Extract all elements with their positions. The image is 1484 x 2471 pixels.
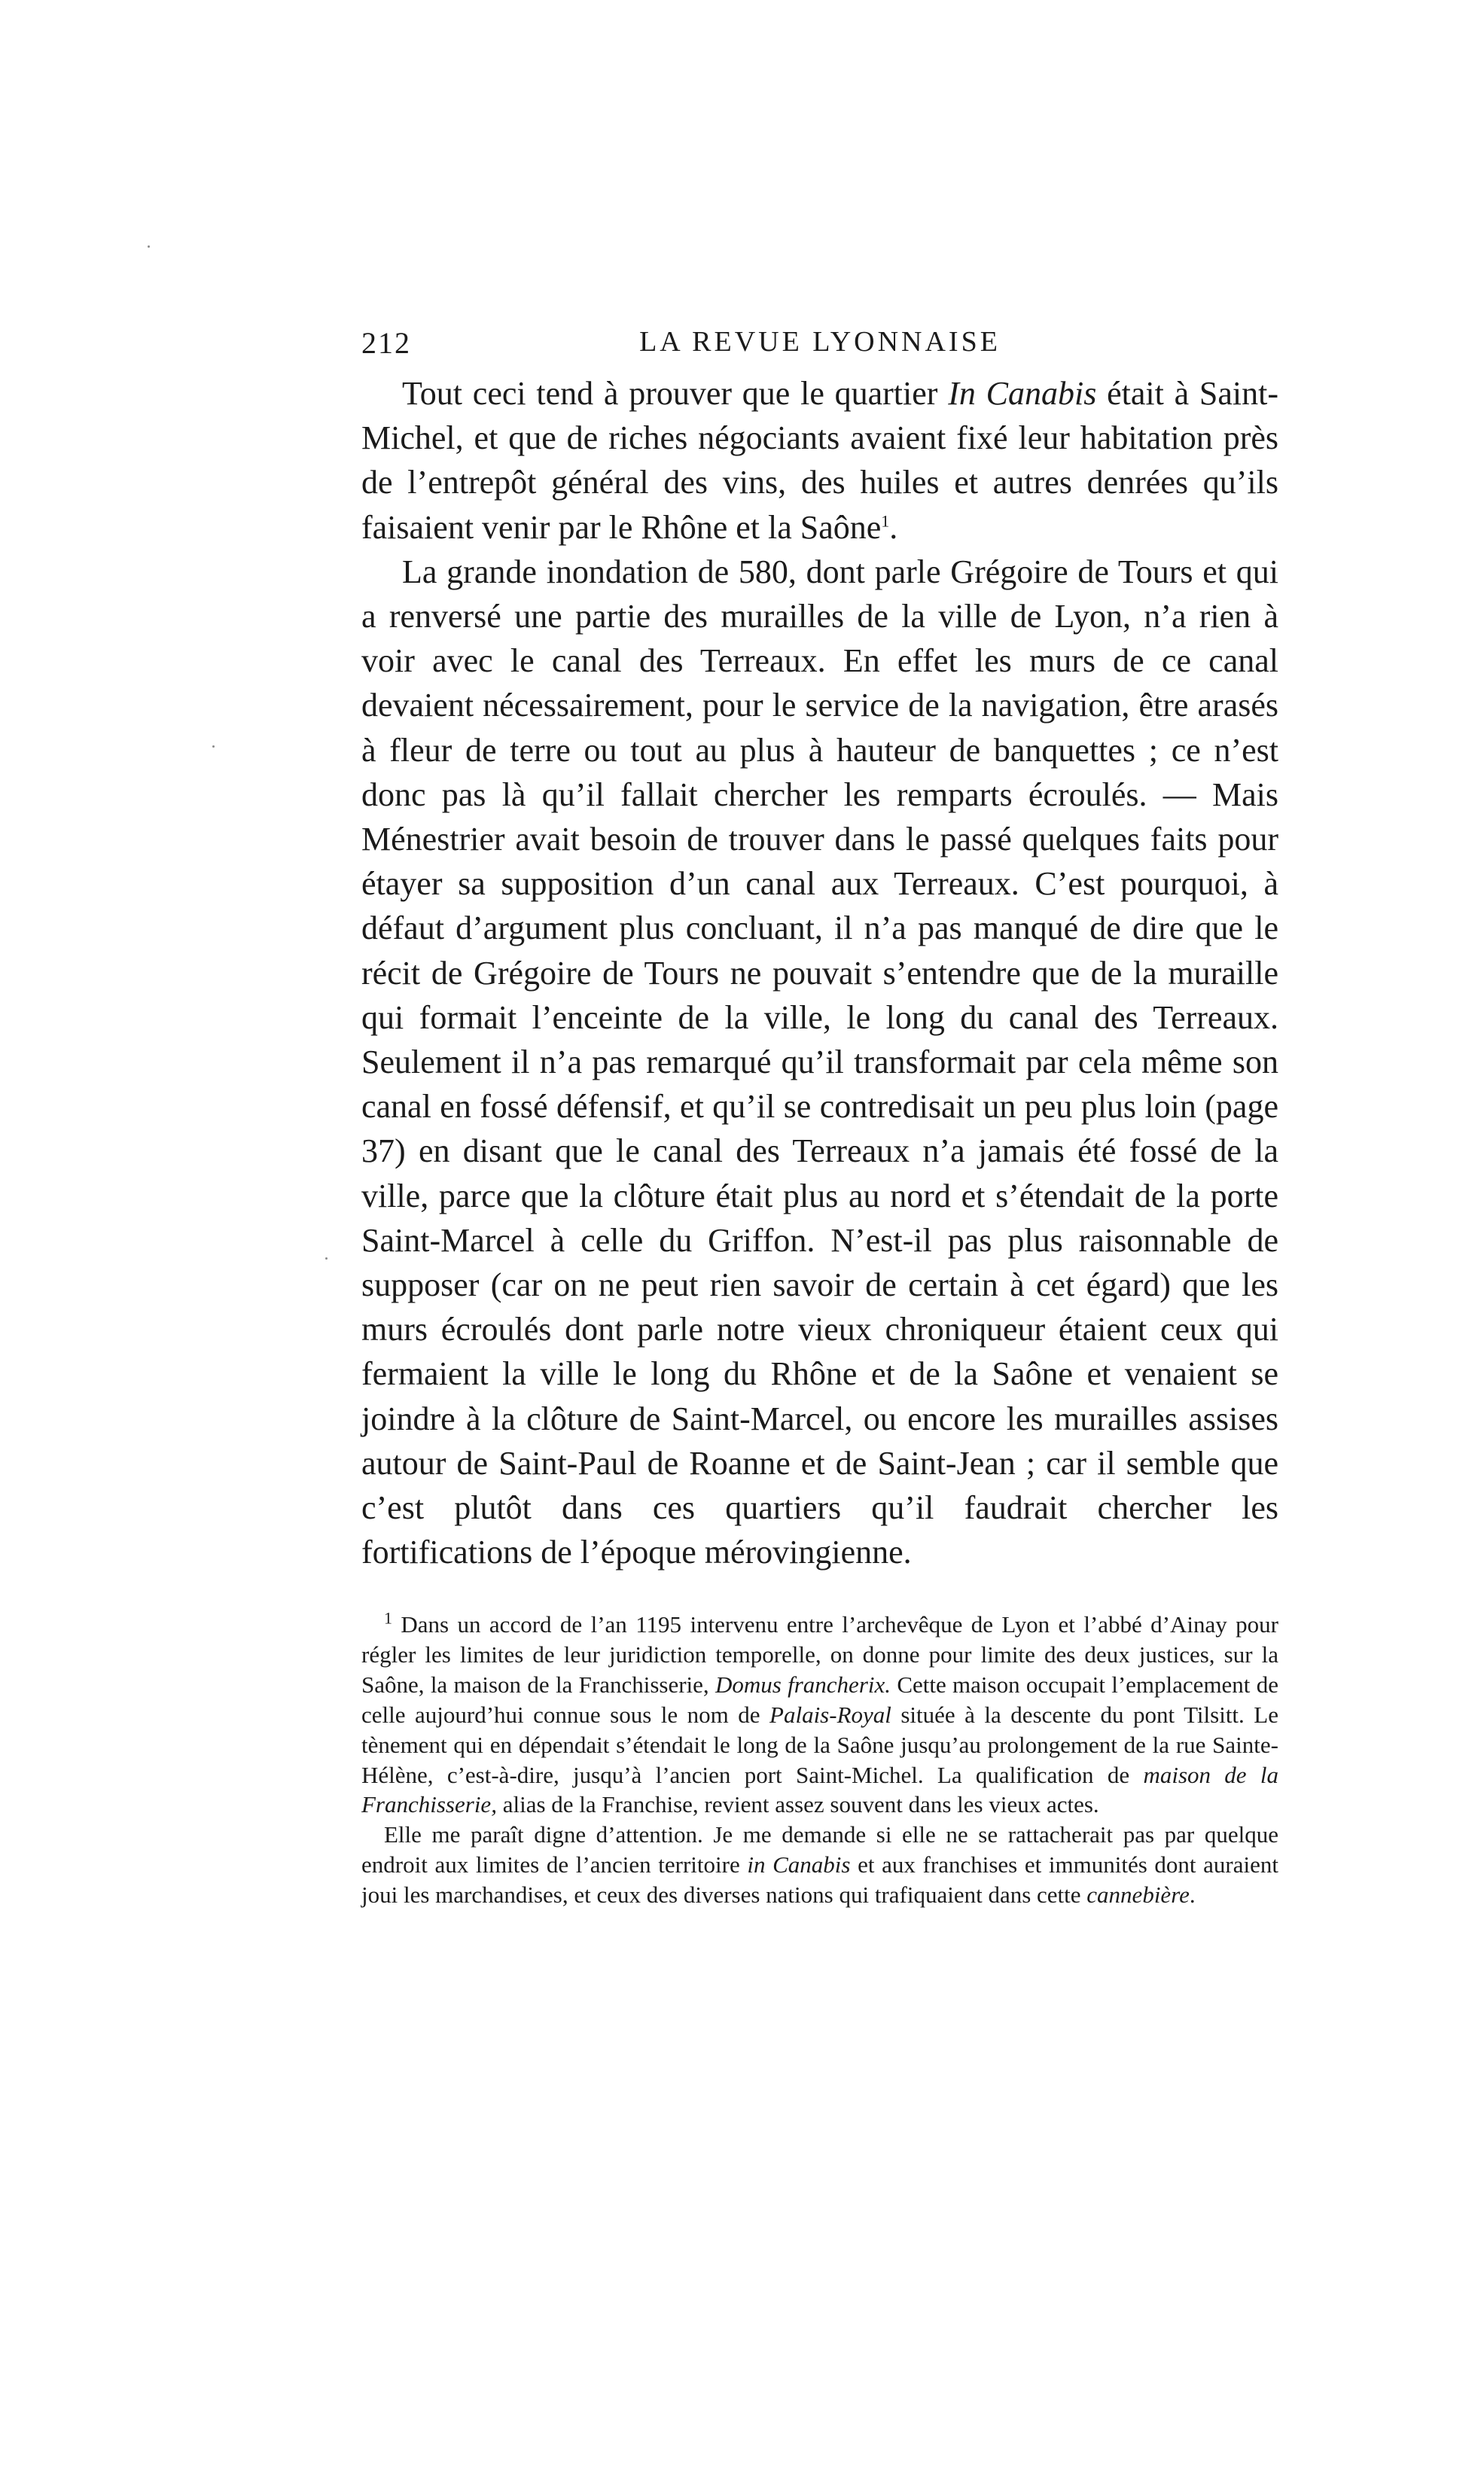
footnote-text: Cette maison occupait l’emplacement de celle aujourd’hui connue sous le nom de <box>361 1671 1278 1728</box>
footnote-text: . <box>1189 1881 1196 1909</box>
paper-speck <box>148 245 150 248</box>
footnote-paragraph <box>361 1820 1278 1910</box>
footnote-text: Dans un accord de l’an 1195 intervenu entre l’archevêque de Lyon et l’abbé d’Ainay pour régler les limites de leur juridiction temporelle, on donne pour limite des deux justices, sur la Saône, la maison de la Franchisserie, <box>361 1611 1278 1698</box>
footnote-marker: 1 <box>384 1608 392 1628</box>
paper-speck <box>325 1257 328 1260</box>
running-title: LA REVUE LYONNAISE <box>639 326 1001 358</box>
footnotes <box>361 1610 1278 1910</box>
italic-text: in Canabis <box>747 1851 851 1878</box>
body-paragraph: La grande inondation de 580, dont parle Grégoire de Tours et qui a renversé une partie des murailles de la ville de Lyon, n’a rien à voir avec le canal des Terreaux. En effet les murs de ce canal devaient nécessairement, pour le service de la navigation, être arasés à fleur de terre ou tout au plus à hauteur de banquettes ; ce n’est donc pas là qu’il fallait chercher les remparts écroulés. — Mais Ménestrier avait besoin de trouver dans le passé quelques faits pour étayer sa supposition d’un canal aux Terreaux. C’est pourquoi, à défaut d’argument plus concluant, il n’a pas manqué de dire que le récit de Grégoire de Tours ne pouvait s’entendre que de la muraille qui formait l’enceinte de la ville, le long du canal des Terreaux. Seulement il n’a pas remarqué qu’il transformait par cela même son canal en fossé défensif, et qu’il se contredisait un peu plus loin (page 37) en disant que le canal des Terreaux n’a jamais été fossé de la ville, parce que la clôture était plus au nord et s’étendait de la porte Saint-Marcel à celle du Griffon. N’est-il pas plus raisonnable de supposer (car on ne peut rien savoir de certain à cet égard) que les murs écroulés dont parle notre vieux chroniqueur étaient ceux qui fermaient la ville le long du Rhône et de la Saône et venaient se joindre à la clôture de Saint-Marcel, ou encore les murailles assises autour de Saint-Paul de Roanne et de Saint-Jean ; car il semble que c’est plutôt dans ces quartiers qu’il faudrait chercher les fortifications de l’époque mérovingienne. <box>361 553 1278 1571</box>
body-text: Tout ceci tend à prouver que le quartier <box>402 375 949 412</box>
body-text: était à Saint-Michel, et que de riches négociants avaient fixé leur habitation près de l’entrepôt général des vins, des huiles et autres denrées qu’ils faisaient venir par le Rhône et la Saône <box>361 375 1278 546</box>
footnote-paragraph <box>361 1610 1278 1820</box>
italic-text: Palais-Royal <box>769 1701 891 1728</box>
running-head <box>361 325 1278 363</box>
body-text: . <box>889 508 898 546</box>
footnote-text: Elle me paraît digne d’attention. Je me demande si elle ne se rattacherait pas par quelque endroit aux limites de l’ancien territoire <box>361 1821 1278 1878</box>
footnote-reference: 1 <box>881 510 890 530</box>
footnote-text: et aux franchises et immunités dont auraient joui les marchandises, et ceux des diverses nations qui trafiquaient dans cette <box>361 1851 1279 1909</box>
body-paragraph <box>361 371 1278 550</box>
paper-speck <box>212 745 215 748</box>
footnote-text: située à la descente du pont Tilsitt. Le tènement qui en dépendait s’étendait le long de la Saône jusqu’au prolongement de la rue Sainte-Hélène, c’est-à-dire, jusqu’à l’ancien port Saint-Michel. La qualification de <box>361 1701 1278 1788</box>
footnote-text: alias de la Franchise, revient assez souvent dans les vieux actes. <box>496 1791 1099 1818</box>
page-number: 212 <box>361 326 411 360</box>
italic-text: cannebière <box>1086 1881 1190 1909</box>
main-text <box>361 371 1278 1574</box>
italic-text: maison de la Franchisserie, <box>361 1761 1278 1818</box>
italic-text: In Canabis <box>948 375 1097 412</box>
italic-text: Domus francherix. <box>715 1671 891 1698</box>
